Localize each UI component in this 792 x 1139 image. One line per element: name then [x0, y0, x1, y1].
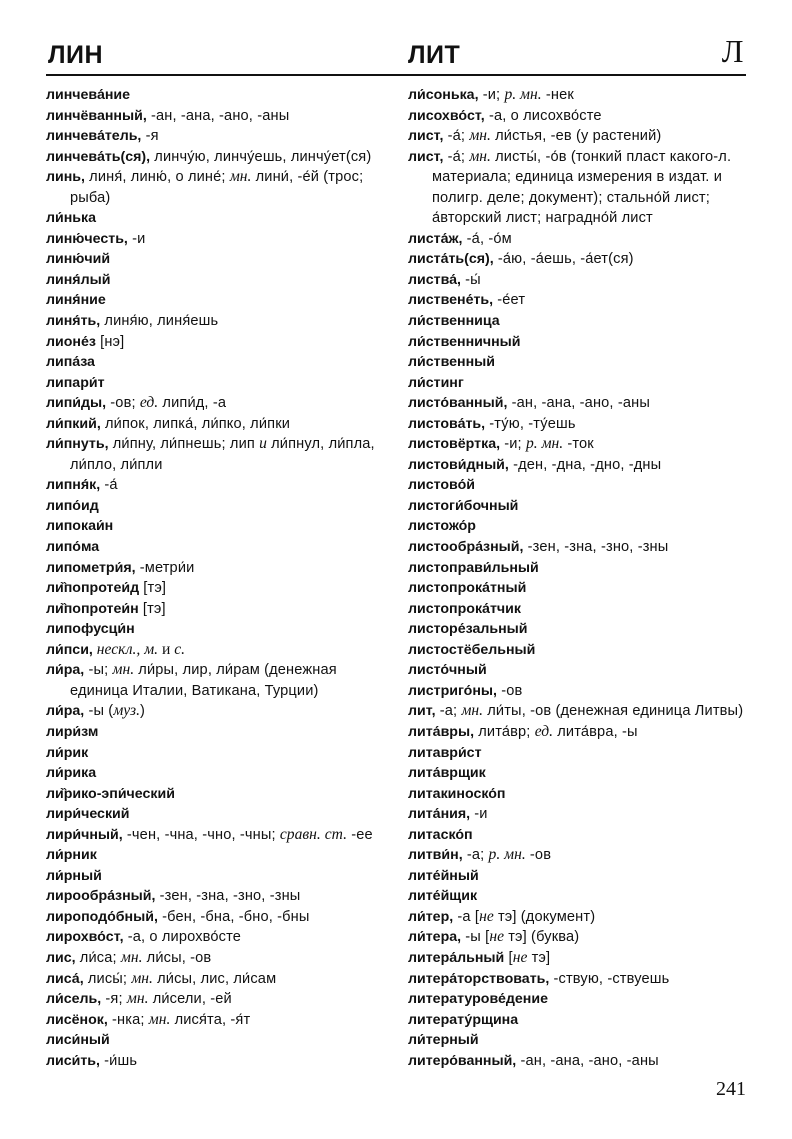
- usage-label: мн.: [112, 661, 135, 679]
- grammar-form: -метри́и: [135, 559, 195, 576]
- dictionary-entry: [408, 106, 750, 127]
- headword: литаври́ст: [408, 744, 482, 761]
- grammar-form: -ствую, -ствуешь: [549, 970, 670, 987]
- usage-label: и: [259, 435, 267, 453]
- headword: листостёбельный: [408, 641, 536, 658]
- grammar-form: -я;: [101, 991, 127, 1008]
- headword: линя́ние: [46, 292, 106, 309]
- dictionary-entry: [46, 578, 388, 599]
- grammar-form: -нек: [541, 87, 574, 103]
- headword: липо́ид: [46, 497, 99, 514]
- dictionary-entry: [408, 126, 750, 147]
- dictionary-entry: [408, 434, 750, 455]
- grammar-form: -и;: [500, 436, 526, 453]
- grammar-form: -я: [141, 128, 159, 145]
- headword: лита́врщик: [408, 765, 486, 782]
- grammar-form: -а́;: [443, 148, 470, 165]
- dictionary-entry: [46, 969, 388, 990]
- dictionary-entry: [408, 352, 750, 373]
- dictionary-entry: [408, 229, 750, 250]
- dictionary-entry: [46, 784, 388, 805]
- headword: листово́й: [408, 477, 475, 494]
- dictionary-entry: [408, 270, 750, 291]
- usage-label: р. мн.: [525, 435, 564, 453]
- grammar-form: ли́пну, ли́пнешь; лип: [108, 436, 260, 453]
- page-number: 241: [716, 1078, 746, 1100]
- dictionary-entry: [46, 948, 388, 969]
- headword: лисохво́ст,: [408, 107, 485, 124]
- headword: ли́рный: [46, 867, 102, 884]
- dictionary-entry: [46, 373, 388, 394]
- headword: липокаи́н: [46, 518, 114, 535]
- dictionary-entry: [46, 558, 388, 579]
- dictionary-entry: [46, 516, 388, 537]
- headword: лист,: [408, 148, 444, 165]
- grammar-form: [нэ]: [95, 333, 125, 350]
- headword: листопрока́тный: [408, 580, 527, 597]
- usage-label: ед.: [139, 394, 159, 412]
- dictionary-entry: [408, 599, 750, 620]
- headword: литературове́дение: [408, 991, 548, 1008]
- headword: лите́йный: [408, 867, 479, 884]
- grammar-form: -зен, -зна, -зно, -зны: [155, 888, 301, 905]
- grammar-form: ли́сели, -ей: [148, 991, 232, 1008]
- headword: ли́ра,: [46, 703, 85, 720]
- dictionary-entry: [46, 886, 388, 907]
- section-letter: Л: [721, 33, 744, 69]
- grammar-form: -а́: [100, 477, 118, 494]
- headword: листоре́зальный: [408, 621, 528, 638]
- headword: лироподо́бный,: [46, 908, 158, 925]
- usage-label: не: [512, 948, 528, 966]
- headword: листва́,: [408, 271, 461, 288]
- headword: линчева́ть(ся),: [46, 148, 151, 165]
- grammar-form: ли́пнул, ли́пла, ли́пло, ли́пли: [70, 436, 375, 473]
- grammar-form: -а;: [462, 847, 489, 864]
- headword: лис,: [46, 949, 76, 966]
- grammar-form: ли́сы, -ов: [142, 949, 212, 966]
- headword: ли́ственный: [408, 354, 495, 371]
- dictionary-entry: [408, 475, 750, 496]
- headword: лит,: [408, 703, 436, 720]
- usage-label: мн.: [469, 147, 491, 165]
- dictionary-entry: [408, 701, 750, 722]
- headword: линчева́тель,: [46, 128, 142, 145]
- dictionary-entry: [408, 85, 750, 106]
- grammar-form: -а́ю, -а́ешь, -а́ет(ся): [493, 251, 634, 268]
- headword: лист,: [408, 128, 444, 145]
- headword: ли̏попротеи́д: [46, 580, 140, 597]
- headword: линю́честь,: [46, 230, 128, 247]
- usage-label: мн.: [148, 1010, 171, 1028]
- dictionary-entry: [46, 332, 388, 353]
- grammar-form: ли́стья, -ев (у растений): [490, 128, 662, 145]
- headword: литеро́ванный,: [408, 1052, 517, 1069]
- headword: лиси́ть,: [46, 1052, 100, 1069]
- headword: ли́ственница: [408, 313, 500, 330]
- dictionary-entry: [408, 537, 750, 558]
- headword: линчёванный,: [46, 107, 147, 124]
- headword: лири́чный,: [46, 826, 123, 843]
- dictionary-entry: [46, 537, 388, 558]
- grammar-form: -а́, -о́м: [462, 230, 512, 247]
- headword: ли́рик: [46, 744, 89, 761]
- dictionary-entry: [46, 907, 388, 928]
- headword: ли̏попротеи́н: [46, 600, 139, 617]
- dictionary-entry: [46, 619, 388, 640]
- headword: ли́сонька,: [408, 87, 479, 103]
- dictionary-entry: [408, 619, 750, 640]
- left-column: [46, 85, 388, 1071]
- usage-label: мн.: [120, 948, 143, 966]
- dictionary-entry: [408, 743, 750, 764]
- grammar-form: -а;: [435, 703, 462, 720]
- dictionary-entry: [408, 414, 750, 435]
- dictionary-entry: [408, 1030, 750, 1051]
- headword: листа́ть(ся),: [408, 251, 494, 268]
- grammar-form: -ан, -ана, -ано, -аны: [507, 395, 650, 412]
- grammar-form: лисы́;: [83, 970, 132, 987]
- headword: лисёнок,: [46, 1011, 108, 1028]
- dictionary-entry: [408, 249, 750, 270]
- headword: листоги́бочный: [408, 497, 519, 514]
- headword: липи́ды,: [46, 395, 107, 412]
- headword: листо́чный: [408, 662, 487, 679]
- dictionary-entry: [46, 660, 388, 701]
- dictionary-entry: [46, 147, 388, 168]
- grammar-form: -а́;: [443, 128, 470, 145]
- grammar-form: -ее: [346, 826, 373, 843]
- headword: листова́ть,: [408, 415, 486, 432]
- usage-label: р. мн.: [488, 846, 526, 864]
- dictionary-entry: [408, 927, 750, 948]
- usage-label: не: [479, 907, 494, 925]
- headword: липо́ма: [46, 539, 100, 556]
- grammar-form: -нка;: [107, 1011, 149, 1028]
- dictionary-entry: [408, 825, 750, 846]
- headword: ли́пнуть,: [46, 436, 109, 453]
- dictionary-entry: [46, 640, 388, 661]
- headword: липари́т: [46, 374, 105, 391]
- dictionary-entry: [46, 989, 388, 1010]
- grammar-form: лини́, -е́й (трос; рыба): [70, 169, 364, 206]
- dictionary-entry: [46, 804, 388, 825]
- grammar-form: -а, о лисохво́сте: [484, 107, 602, 124]
- dictionary-entry: [46, 249, 388, 270]
- dictionary-entry: [408, 311, 750, 332]
- dictionary-entry: [46, 845, 388, 866]
- dictionary-entry: [408, 948, 750, 969]
- headword: линя́ть,: [46, 313, 101, 330]
- headword: линь,: [46, 169, 85, 186]
- dictionary-entry: [46, 352, 388, 373]
- headword: листовёртка,: [408, 436, 501, 453]
- usage-label: ед.: [534, 722, 554, 740]
- dictionary-entry: [408, 660, 750, 681]
- headword: лири́зм: [46, 723, 99, 740]
- headword: лиса́,: [46, 970, 84, 987]
- grammar-form: линя́ю, линя́ешь: [100, 313, 219, 330]
- headword: ли̏рико-эпи́ческий: [46, 785, 175, 802]
- dictionary-entry: [46, 743, 388, 764]
- headword: ли́тер,: [408, 908, 454, 925]
- dictionary-entry: [46, 496, 388, 517]
- grammar-form: -а, о лирохво́сте: [123, 929, 242, 946]
- headword: листожо́р: [408, 518, 476, 535]
- headword: лири́ческий: [46, 806, 130, 823]
- usage-label: нескл., м.: [92, 640, 159, 658]
- grammar-form: -ы;: [84, 662, 113, 679]
- grammar-form: -ы (: [84, 703, 114, 720]
- headword: литера́торствовать,: [408, 970, 550, 987]
- dictionary-entry: [46, 1010, 388, 1031]
- grammar-form: -е́ет: [493, 292, 526, 309]
- grammar-form: ли́ры, лир, ли́рам (денежная единица Италии, Ватикана, Турции): [70, 662, 337, 699]
- headword: листо́ванный,: [408, 395, 508, 412]
- headword: липофусци́н: [46, 621, 135, 638]
- dictionary-entry: [408, 147, 750, 229]
- grammar-form: -чен, -чна, -чно, -чны;: [122, 826, 280, 843]
- dictionary-entry: [46, 475, 388, 496]
- dictionary-entry: [46, 167, 388, 208]
- dictionary-entry: [408, 681, 750, 702]
- grammar-form: -зен, -зна, -зно, -зны: [523, 539, 669, 556]
- headword: ли́сель,: [46, 991, 102, 1008]
- dictionary-entry: [46, 866, 388, 887]
- headword: ли́пкий,: [46, 415, 101, 432]
- dictionary-entry: [408, 969, 750, 990]
- usage-label: р. мн.: [504, 86, 542, 103]
- usage-label: сравн. ст.: [279, 825, 347, 843]
- headword: литаско́п: [408, 826, 473, 843]
- dictionary-entry: [408, 393, 750, 414]
- dictionary-entry: [46, 434, 388, 475]
- headword: лионе́з: [46, 333, 96, 350]
- dictionary-entry: [408, 1051, 750, 1072]
- headword: ли́пси,: [46, 641, 93, 658]
- grammar-form: -ан, -ана, -ано, -аны: [516, 1052, 659, 1069]
- dictionary-entry: [46, 126, 388, 147]
- header-rule: [46, 74, 746, 76]
- grammar-form: тэ] (документ): [493, 908, 596, 925]
- headword: литера́льный: [408, 949, 505, 966]
- grammar-form: лита́вра, -ы: [553, 723, 638, 740]
- usage-label: с.: [174, 640, 186, 658]
- dictionary-entry: [408, 1010, 750, 1031]
- usage-label: мн.: [461, 702, 484, 720]
- grammar-form: линчу́ю, линчу́ешь, линчу́ет(ся): [150, 148, 372, 165]
- dictionary-entry: [408, 845, 750, 866]
- dictionary-entry: [46, 270, 388, 291]
- dictionary-entry: [408, 886, 750, 907]
- headword: ли́рика: [46, 765, 97, 782]
- dictionary-entry: [46, 825, 388, 846]
- headword: ли́стинг: [408, 374, 464, 391]
- grammar-form: тэ] (буква): [504, 929, 580, 946]
- dictionary-entry: [408, 578, 750, 599]
- dictionary-entry: [46, 1051, 388, 1072]
- headword: литакиноско́п: [408, 785, 506, 802]
- dictionary-entry: [408, 558, 750, 579]
- headword: лите́йщик: [408, 888, 478, 905]
- dictionary-entry: [46, 85, 388, 106]
- dictionary-entry: [46, 393, 388, 414]
- headword: линю́чий: [46, 251, 111, 268]
- dictionary-entry: [46, 311, 388, 332]
- dictionary-entry: [408, 290, 750, 311]
- grammar-form: ли́ты, -ов (денежная единица Литвы): [483, 703, 744, 720]
- dictionary-entry: [408, 496, 750, 517]
- grammar-form: -ов: [525, 847, 552, 864]
- dictionary-entry: [46, 763, 388, 784]
- right-column: [408, 85, 750, 1071]
- dictionary-entry: [408, 516, 750, 537]
- dictionary-entry: [46, 1030, 388, 1051]
- grammar-form: -а [: [453, 908, 480, 925]
- headword: листа́ж,: [408, 230, 463, 247]
- grammar-form: -и: [470, 806, 488, 823]
- grammar-form: -бен, -бна, -бно, -бны: [157, 908, 310, 925]
- dictionary-entry: [46, 599, 388, 620]
- headword: ли́нька: [46, 210, 97, 227]
- usage-label: мн.: [131, 969, 153, 987]
- grammar-form: -ан, -ана, -ано, -аны: [146, 107, 290, 124]
- headword: лирохво́ст,: [46, 929, 124, 946]
- grammar-form: -ы́: [460, 271, 481, 288]
- grammar-form: -и́шь: [99, 1052, 138, 1069]
- dictionary-entry: [46, 414, 388, 435]
- headword: ли́терный: [408, 1032, 479, 1049]
- grammar-form: -ден, -дна, -дно, -дны: [508, 456, 662, 473]
- headword: линя́лый: [46, 271, 111, 288]
- dictionary-entry: [408, 332, 750, 353]
- usage-label: не: [489, 928, 505, 946]
- grammar-form: ли́са;: [75, 949, 121, 966]
- headword: ли́тера,: [408, 929, 462, 946]
- grammar-form: листы́, -о́в (тонкий пласт какого-л. материала; единица измерения в издат. и полигр. деле; документ); стально́й лист; а́вторский лист; наградно́й лист: [432, 148, 732, 227]
- headword: липа́за: [46, 354, 95, 371]
- headword: листвене́ть,: [408, 292, 494, 309]
- dictionary-entry: [408, 989, 750, 1010]
- headword: липня́к,: [46, 477, 101, 494]
- dictionary-entry: [46, 208, 388, 229]
- center-guide-word: ЛИТ: [408, 41, 461, 69]
- dictionary-entry: [46, 106, 388, 127]
- grammar-form: -ы [: [461, 929, 490, 946]
- headword: листопрока́тчик: [408, 600, 521, 617]
- usage-label: мн.: [126, 990, 149, 1008]
- connector-text: и: [158, 640, 175, 658]
- headword: листови́дный,: [408, 456, 509, 473]
- usage-label: мн.: [469, 127, 491, 145]
- grammar-form: -и;: [478, 87, 505, 103]
- dictionary-entry: [46, 927, 388, 948]
- headword: ли́ственничный: [408, 333, 521, 350]
- headword: лита́ния,: [408, 806, 471, 823]
- dictionary-entry: [408, 455, 750, 476]
- grammar-form: лися́та, -я́т: [170, 1011, 251, 1028]
- grammar-form: -и: [127, 230, 146, 247]
- grammar-form: линя́, линю́, о лине́;: [84, 169, 230, 186]
- headword: литерату́рщина: [408, 1011, 519, 1028]
- dictionary-entry: [408, 866, 750, 887]
- grammar-form: [тэ]: [138, 600, 166, 617]
- headword: листриго́ны,: [408, 682, 497, 699]
- grammar-form: -ту́ю, -ту́ешь: [485, 415, 576, 432]
- grammar-form: [тэ]: [139, 580, 167, 597]
- headword: линчева́ние: [46, 87, 131, 103]
- headword: лирообра́зный,: [46, 888, 156, 905]
- dictionary-entry: [408, 640, 750, 661]
- grammar-form: ли́сы, лис, ли́сам: [152, 970, 277, 987]
- grammar-form: лита́вр;: [474, 723, 535, 740]
- headword: листоправи́льный: [408, 559, 539, 576]
- usage-label: мн.: [229, 168, 252, 186]
- dictionary-entry: [408, 722, 750, 743]
- dictionary-entry: [46, 701, 388, 722]
- grammar-form: -ов;: [106, 395, 140, 412]
- dictionary-entry: [46, 290, 388, 311]
- left-guide-word: ЛИН: [48, 41, 104, 69]
- grammar-form: тэ]: [527, 949, 551, 966]
- grammar-form: ): [139, 703, 145, 720]
- usage-label: муз.: [113, 702, 140, 720]
- grammar-form: -ток: [563, 436, 594, 453]
- dictionary-entry: [408, 373, 750, 394]
- headword: ли́рник: [46, 847, 97, 864]
- dictionary-entry: [408, 907, 750, 928]
- headword: липометри́я,: [46, 559, 136, 576]
- grammar-form: [: [504, 949, 513, 966]
- grammar-form: -ов: [496, 682, 523, 699]
- grammar-form: липи́д, -а: [158, 395, 227, 412]
- dictionary-entry: [46, 229, 388, 250]
- dictionary-entry: [408, 804, 750, 825]
- headword: лиси́ный: [46, 1032, 110, 1049]
- dictionary-entry: [408, 763, 750, 784]
- headword: литви́н,: [408, 847, 463, 864]
- headword: лита́вры,: [408, 723, 475, 740]
- dictionary-entry: [46, 722, 388, 743]
- headword: ли́ра,: [46, 662, 85, 679]
- dictionary-entry: [408, 784, 750, 805]
- grammar-form: ли́пок, липка́, ли́пко, ли́пки: [100, 415, 291, 432]
- headword: листообра́зный,: [408, 539, 524, 556]
